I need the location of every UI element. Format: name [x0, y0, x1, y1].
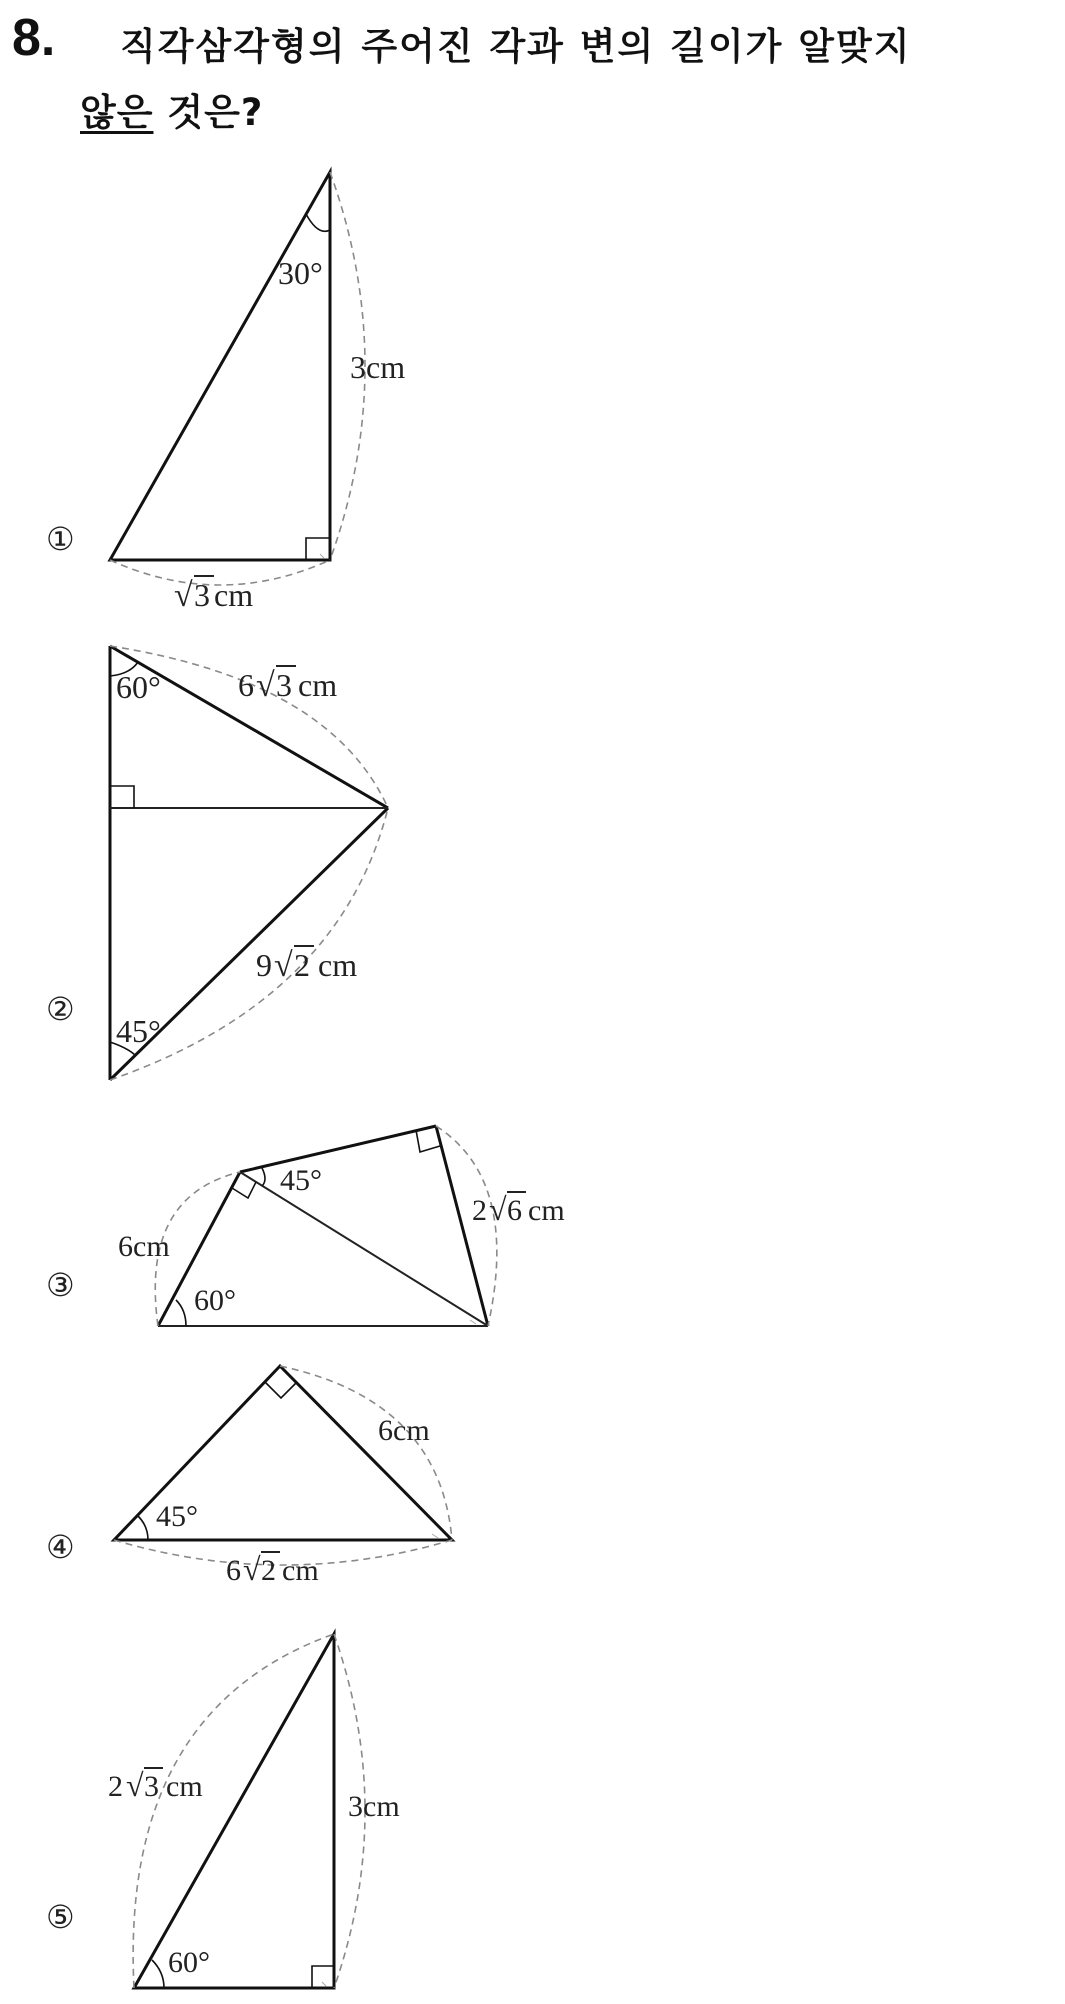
question-text-tail: 것은?	[153, 91, 264, 134]
option-label: ①	[46, 520, 75, 558]
angle-label-bottom: 45°	[116, 1013, 161, 1049]
angle-label-bottom: 60°	[194, 1284, 236, 1317]
tick-mark	[470, 1320, 476, 1324]
tick-mark	[322, 1982, 326, 1986]
radicand: 3	[276, 667, 292, 703]
side-label-base	[226, 1551, 319, 1587]
angle-arc-base	[152, 1960, 164, 1988]
top-side	[240, 1126, 436, 1172]
unit: cm	[214, 577, 254, 613]
right-angle-marker-left	[232, 1182, 256, 1198]
right-angle-marker	[110, 786, 134, 808]
option-label: ③	[46, 1266, 75, 1304]
unit: cm	[282, 1554, 319, 1587]
angle-arc-base	[138, 1516, 148, 1540]
angle-label-top: 60°	[116, 669, 161, 705]
option-label: ④	[46, 1528, 75, 1566]
radicand: 3	[144, 1770, 159, 1803]
side-label-upper	[238, 666, 337, 704]
radical-sign: √	[126, 1767, 144, 1803]
radicand: 2	[261, 1554, 276, 1587]
right-angle-marker	[312, 1966, 334, 1988]
unit: cm	[318, 947, 358, 983]
coefficient: 2	[108, 1770, 123, 1803]
radicand: 2	[294, 947, 310, 983]
angle-arc-top	[306, 214, 330, 231]
option-1-figure	[0, 0, 1065, 620]
coefficient: 6	[238, 667, 254, 703]
side-label-right: 6cm	[378, 1414, 430, 1447]
triangle-5	[134, 1634, 334, 1988]
angle-arc-top	[262, 1168, 265, 1186]
unit: cm	[298, 667, 338, 703]
question-text-line1: 직각삼각형의 주어진 각과 변의 길이가 알맞지	[120, 25, 912, 68]
side-label-vertical: 3cm	[350, 349, 406, 385]
side-label-base	[174, 576, 253, 614]
question-number: 8.	[12, 9, 56, 67]
side-label-lower	[256, 946, 357, 984]
coefficient: 9	[256, 947, 272, 983]
option-5-diagram	[0, 1600, 1065, 2004]
radicand: 3	[194, 577, 210, 613]
radical-sign: √	[243, 1551, 261, 1587]
angle-label-top: 45°	[280, 1164, 322, 1197]
option-3-diagram	[0, 1100, 1065, 1340]
option-4-figure	[0, 1340, 1065, 1600]
angle-label: 60°	[168, 1946, 210, 1979]
unit: cm	[166, 1770, 203, 1803]
side-label-left: 6cm	[118, 1230, 170, 1263]
option-4-diagram	[0, 1340, 1065, 1600]
angle-arc-bottom	[176, 1300, 186, 1326]
unit: cm	[528, 1194, 565, 1227]
side-label-hypotenuse	[108, 1767, 203, 1803]
triangle-1	[110, 172, 330, 560]
right-angle-marker	[306, 538, 330, 560]
diagonal	[240, 1172, 488, 1326]
radicand: 6	[507, 1194, 522, 1227]
coefficient: 6	[226, 1554, 241, 1587]
radical-sign: √	[489, 1191, 507, 1227]
option-label: ⑤	[46, 1898, 75, 1936]
radical-sign: √	[174, 577, 193, 614]
negation-word: 않은	[80, 91, 154, 134]
option-label: ②	[46, 990, 75, 1028]
coefficient: 2	[472, 1194, 487, 1227]
angle-label: 45°	[156, 1500, 198, 1533]
angle-label: 30°	[278, 255, 323, 291]
side-label-right	[472, 1191, 565, 1227]
radical-sign: √	[256, 667, 275, 704]
right-angle-marker	[265, 1382, 297, 1398]
option-1-diagram	[0, 0, 1065, 620]
tick-mark	[432, 1534, 438, 1538]
option-3-figure	[0, 1100, 1065, 1340]
radical-sign: √	[274, 947, 293, 984]
option-2-figure	[0, 620, 1065, 1100]
option-2-diagram	[0, 620, 1065, 1100]
side-label-vertical: 3cm	[348, 1790, 400, 1823]
tick-mark	[320, 554, 324, 558]
option-5-figure	[0, 1600, 1065, 2004]
